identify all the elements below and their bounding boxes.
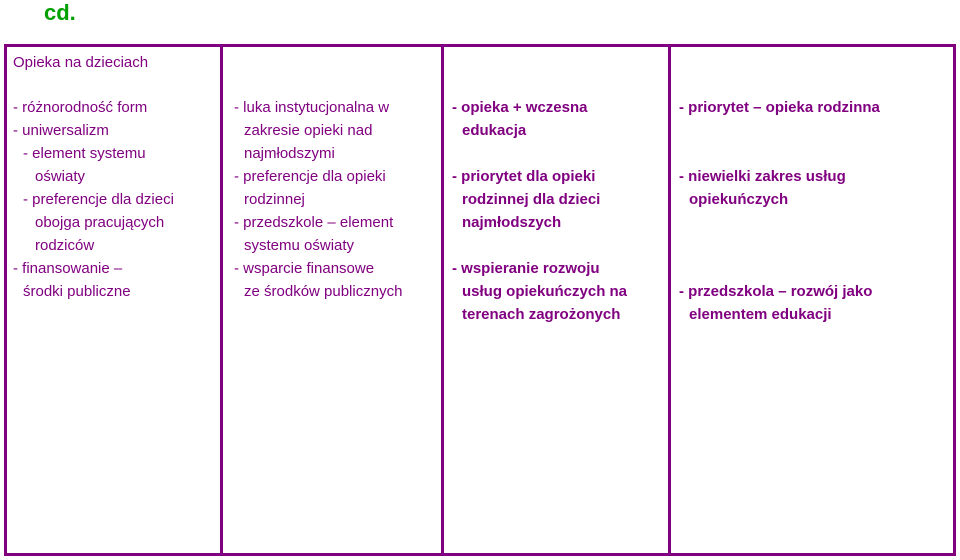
column-divider — [220, 47, 223, 553]
column-line: - priorytet – opieka rodzinna — [679, 99, 880, 116]
slide-heading: cd. — [44, 0, 76, 25]
column-line: - wspieranie rozwoju — [452, 260, 600, 277]
column-line: zakresie opieki nad — [244, 122, 373, 139]
line-gap — [679, 211, 880, 234]
column-line: obojga pracujących — [35, 214, 165, 231]
column-line: środki publiczne — [23, 283, 131, 300]
column-4 — [679, 96, 880, 326]
table-header-title: Opieka na dzieciach — [13, 54, 149, 71]
column-line: rodziców — [35, 237, 95, 254]
column-line: - finansowanie – — [13, 260, 123, 277]
column-line: opiekuńczych — [689, 191, 789, 208]
column-1 — [13, 96, 174, 303]
column-line: elementem edukacji — [689, 306, 832, 323]
column-line: ze środków publicznych — [244, 283, 403, 300]
line-gap — [679, 234, 880, 257]
table-header — [7, 47, 947, 85]
column-line: - preferencje dla dzieci — [23, 191, 174, 208]
column-line: najmłodszymi — [244, 145, 335, 162]
column-line: terenach zagrożonych — [462, 306, 621, 323]
column-line: oświaty — [35, 168, 86, 185]
line-gap — [679, 119, 880, 142]
column-line: edukacja — [462, 122, 527, 139]
column-line: usług opiekuńczych na — [462, 283, 628, 300]
column-line: rodzinnej dla dzieci — [462, 191, 601, 208]
column-line: - opieka + wczesna — [452, 99, 588, 116]
line-gap — [679, 257, 880, 280]
column-line: systemu oświaty — [244, 237, 355, 254]
column-line: rodzinnej — [244, 191, 305, 208]
column-3 — [452, 96, 627, 326]
column-line: - różnorodność form — [13, 99, 148, 116]
column-line: - przedszkole – element — [234, 214, 394, 231]
column-2 — [234, 96, 402, 303]
line-gap — [452, 234, 627, 257]
column-line: - preferencje dla opieki — [234, 168, 386, 185]
line-gap — [679, 142, 880, 165]
column-line: najmłodszych — [462, 214, 562, 231]
column-line: - priorytet dla opieki — [452, 168, 596, 185]
line-gap — [452, 142, 627, 165]
column-line: - uniwersalizm — [13, 122, 109, 139]
column-line: - wsparcie finansowe — [234, 260, 375, 277]
column-line: - luka instytucjonalna w — [234, 99, 390, 116]
column-divider — [441, 47, 444, 553]
column-line: - element systemu — [23, 145, 146, 162]
column-line: - niewielki zakres usług — [679, 168, 846, 185]
column-line: - przedszkola – rozwój jako — [679, 283, 873, 300]
column-divider — [668, 47, 671, 553]
